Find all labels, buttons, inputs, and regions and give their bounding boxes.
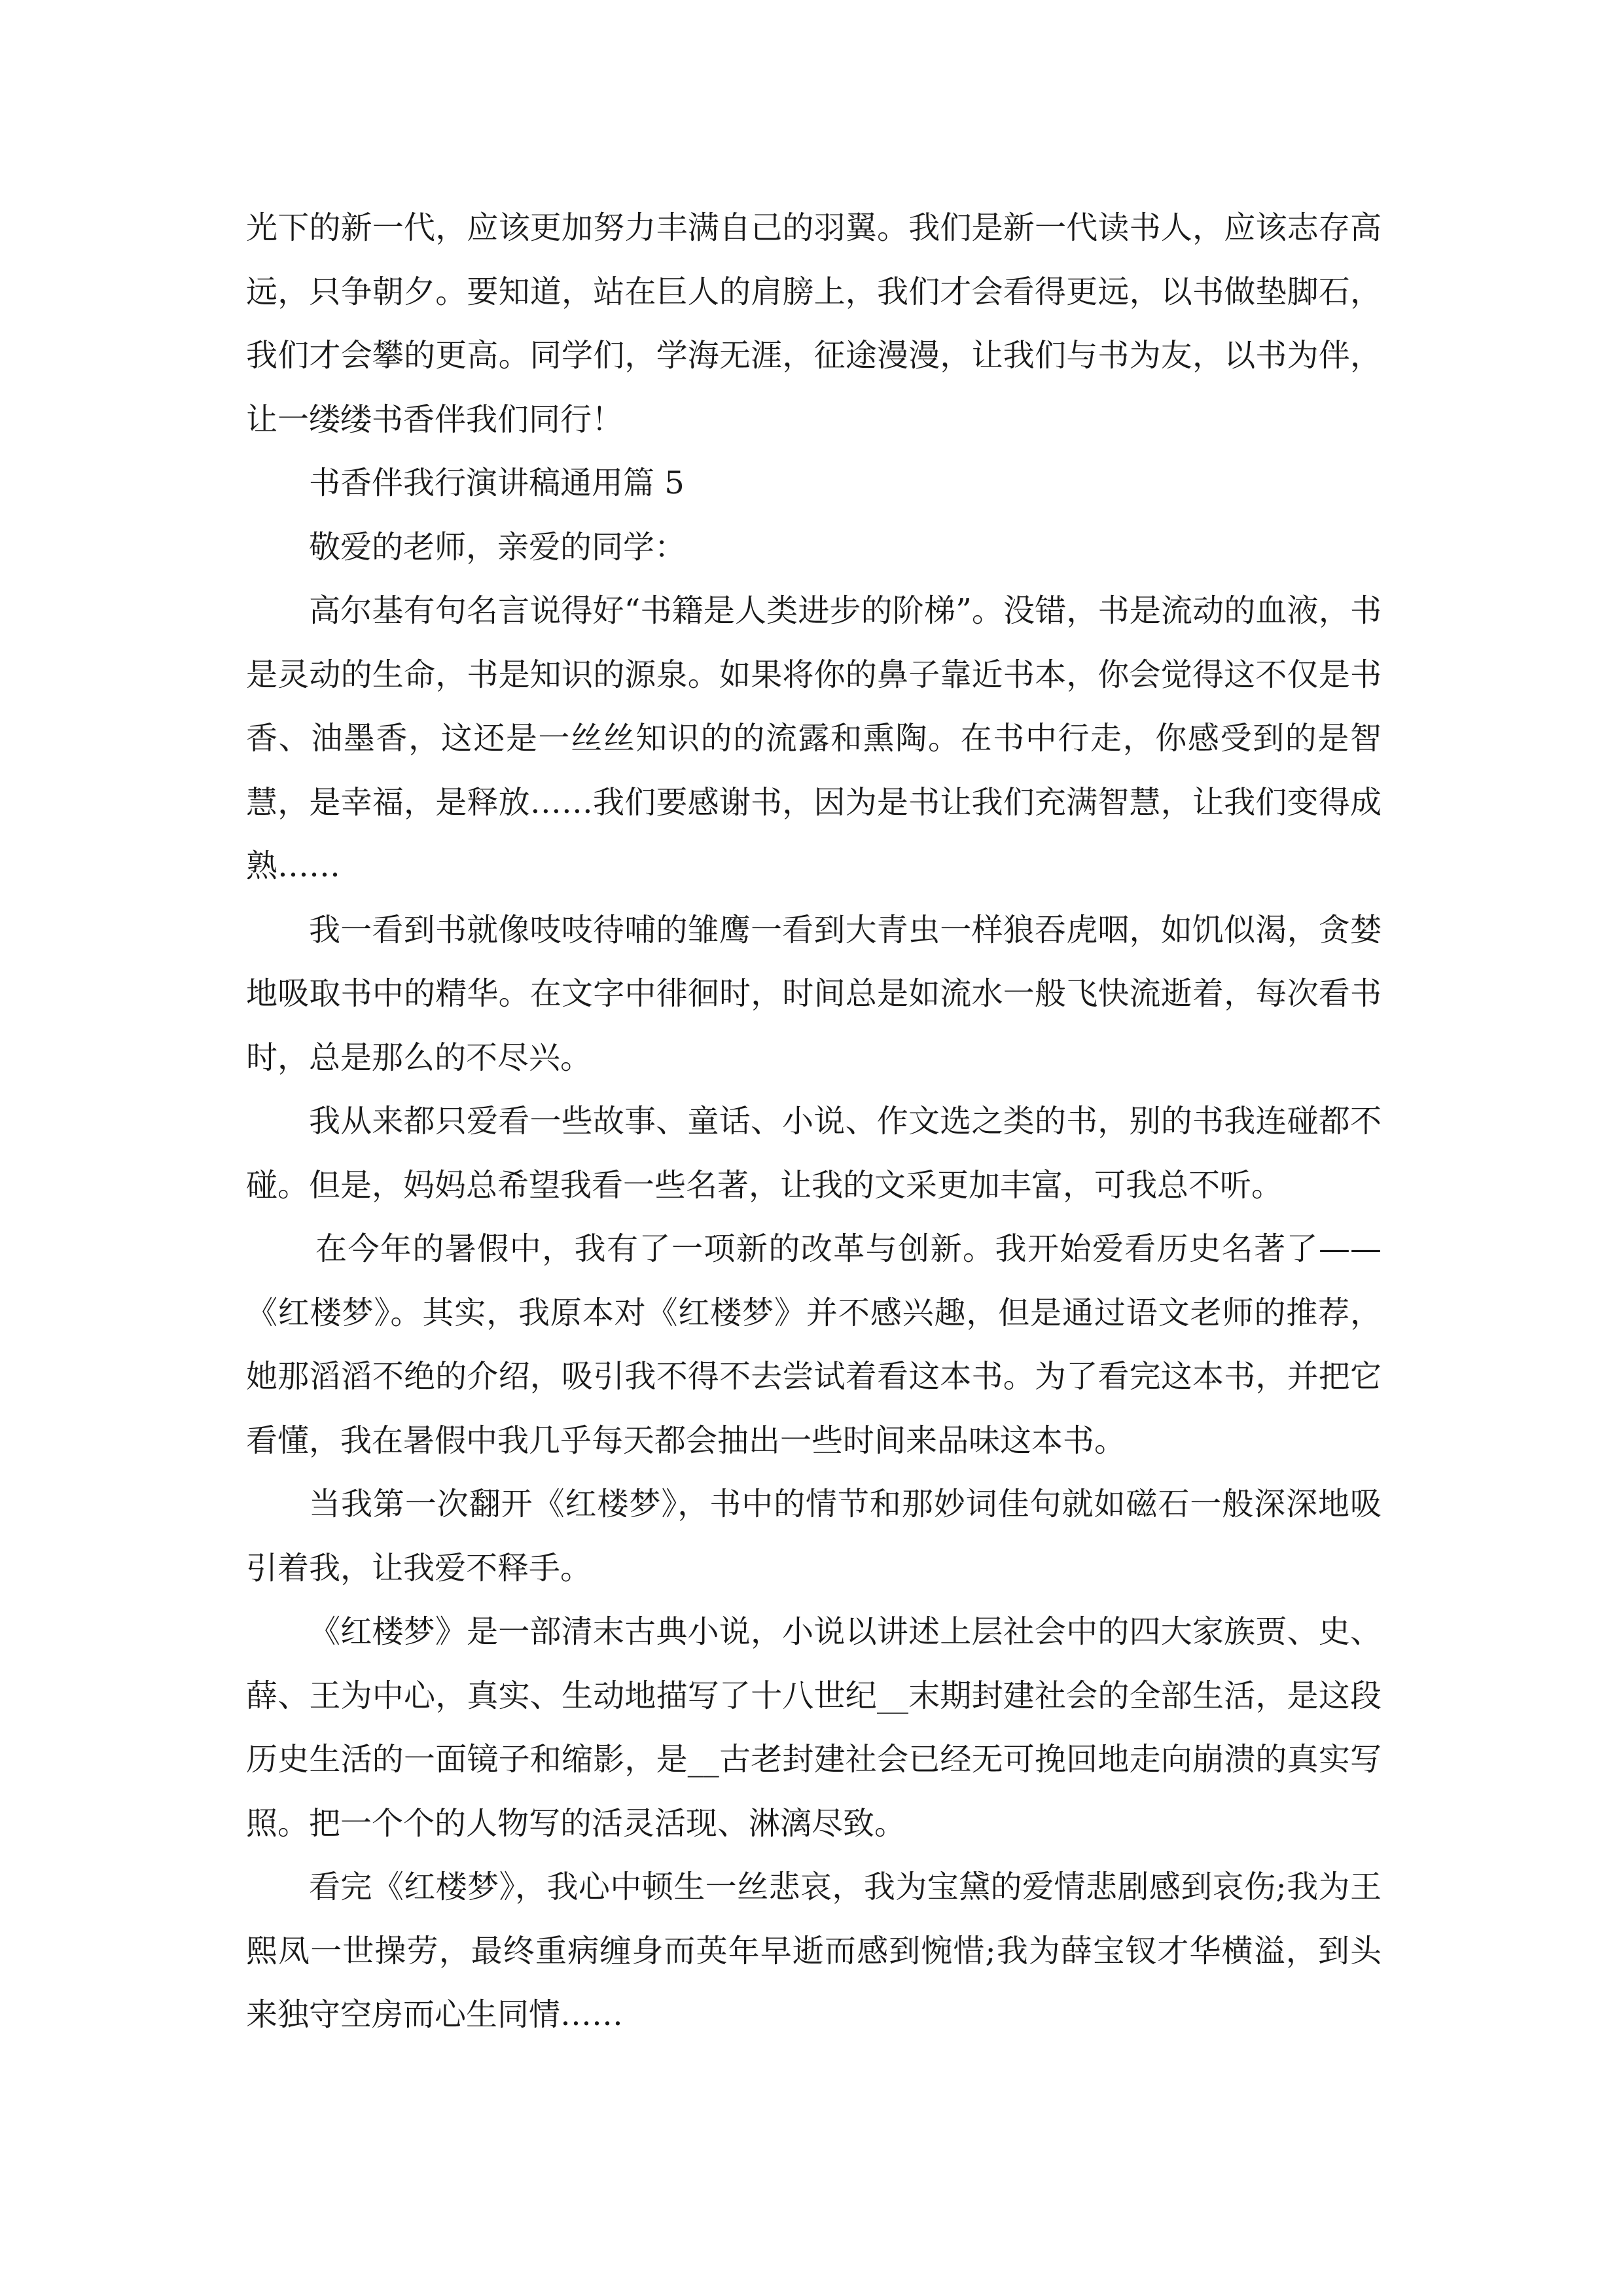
document-body: [246, 196, 1382, 2047]
paragraph: 当我第一次翻开《红楼梦》，书中的情节和那妙词佳句就如磁石一般深深地吸引着我，让我爱不释手。: [246, 1486, 1382, 1587]
paragraph: 我从来都只爱看一些故事、童话、小说、作文选之类的书，别的书我连碰都不碰。但是，妈妈总希望我看一些名著，让我的文采更加丰富，可我总不听。: [246, 1103, 1382, 1204]
section-heading: 书香伴我行演讲稿通用篇 5: [309, 465, 685, 501]
paragraph: 看完《红楼梦》，我心中顿生一丝悲哀，我为宝黛的爱情悲剧感到哀伤;我为王熙凤一世操劳，最终重病缠身而英年早逝而感到惋惜;我为薛宝钗才华横溢，到头来独守空房而心生同情……: [246, 1869, 1382, 2033]
paragraph: 《红楼梦》是一部清末古典小说，小说以讲述上层社会中的四大家族贾、史、薛、王为中心，真实、生动地描写了十八世纪__末期封建社会的全部生活，是这段历史生活的一面镜子和缩影，是__古老封建社会已经无可挽回地走向崩溃的真实写照。把一个个的人物写的活灵活现、淋漓尽致。: [246, 1613, 1382, 1842]
salutation: 敬爱的老师，亲爱的同学：: [309, 528, 687, 565]
paragraph: 高尔基有句名言说得好“书籍是人类进步的阶梯”。没错，书是流动的血液，书是灵动的生命，书是知识的源泉。如果将你的鼻子靠近书本，你会觉得这不仅是书香、油墨香，这还是一丝丝知识的的流露和熏陶。在书中行走，你感受到的是智慧，是幸福，是释放……我们要感谢书，因为是书让我们充满智慧，让我们变得成熟……: [246, 592, 1382, 884]
paragraph-continuation: 光下的新一代，应该更加努力丰满自己的羽翼。我们是新一代读书人，应该志存高远，只争朝夕。要知道，站在巨人的肩膀上，我们才会看得更远，以书做垫脚石，我们才会攀的更高。同学们，学海无涯，征途漫漫，让我们与书为友，以书为伴，让一缕缕书香伴我们同行！: [246, 209, 1382, 438]
paragraph: 在今年的暑假中，我有了一项新的改革与创新。我开始爱看历史名著了——《红楼梦》。其实，我原本对《红楼梦》并不感兴趣，但是通过语文老师的推荐，她那滔滔不绝的介绍，吸引我不得不去尝试着看这本书。为了看完这本书，并把它看懂，我在暑假中我几乎每天都会抽出一些时间来品味这本书。: [246, 1230, 1382, 1459]
paragraph: 我一看到书就像吱吱待哺的雏鹰一看到大青虫一样狼吞虎咽，如饥似渴，贪婪地吸取书中的精华。在文字中徘徊时，时间总是如流水一般飞快流逝着，每次看书时，总是那么的不尽兴。: [246, 911, 1382, 1076]
